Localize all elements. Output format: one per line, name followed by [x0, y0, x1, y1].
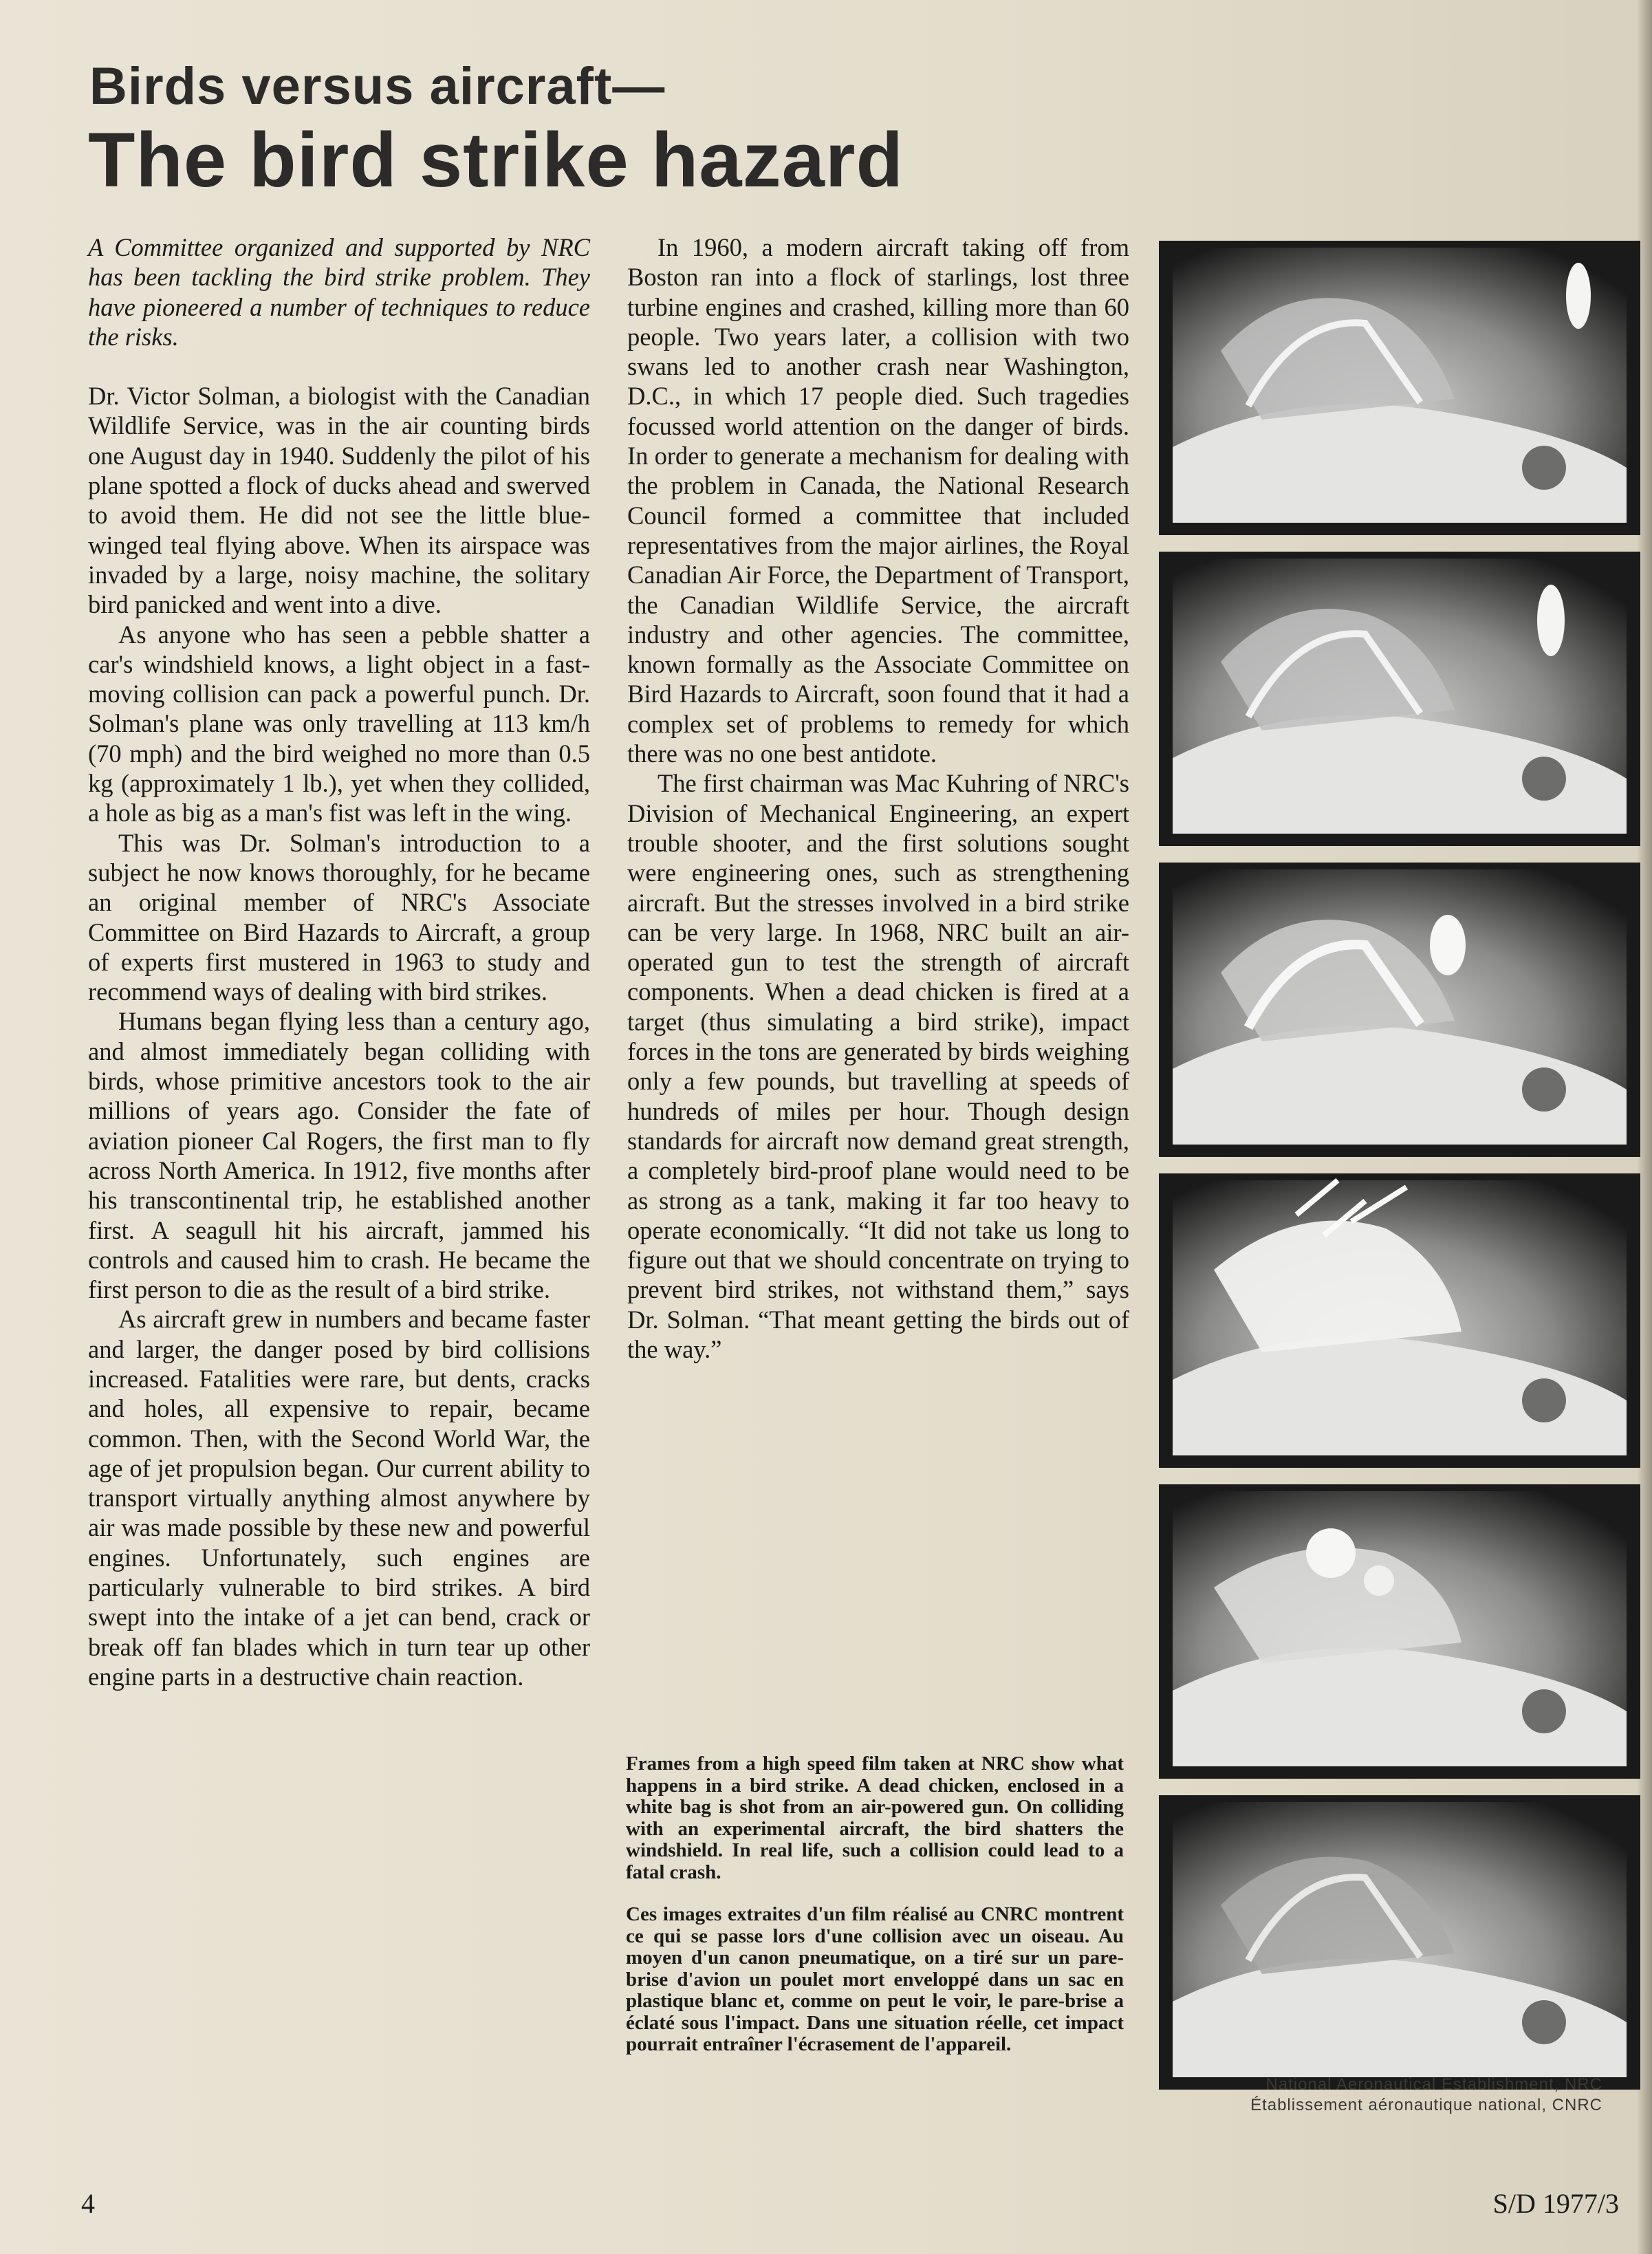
paragraph: Dr. Victor Solman, a biologist with the Canadian Wildlife Service, was in the air counting birds one August day in 1940. Suddenly the pilot of his plane spotted a flock of ducks ahead and swerved to avoid them. He did not see the little blue-winged teal flying above. When its airspace was invaded by a large, noisy machine, the solitary bird panicked and went into a dive.: [88, 382, 590, 619]
credit-english: National Aeronautical Establishment, NRC: [1265, 2075, 1602, 2094]
middle-column: [627, 232, 1129, 1364]
paragraph: Humans began flying less than a century ago, and almost immediately began colliding with birds, whose primitive ancestors took to the air millions of years ago. Consider the fate of aviation pioneer Cal Rogers, the first man to fly across North America. In 1912, five months after his transcontinental trip, he established another first. A seagull hit his aircraft, jammed his controls and caused him to crash. He became the first person to die as the result of a bird strike.: [88, 1007, 590, 1304]
photo-frame-3: [1159, 863, 1640, 1157]
issue-label: S/D 1977/3: [1492, 2188, 1619, 2219]
photo-frame-1: [1159, 241, 1640, 535]
photo-frame-6: [1159, 1795, 1640, 2090]
page-number: 4: [81, 2188, 95, 2219]
caption-french: Ces images extraites d'un film réalisé au CNRC montrent ce qui se passe lors d'une collision avec un oiseau. Au moyen d'un canon pneumatique, on a tiré sur un pare-brise d'avion un poulet mort enveloppé dans un sac en plastique blanc et, comme on peut le voir, le pare-brise a éclaté sous l'impact. Dans une situation réelle, cet impact pourrait entraîner l'écrasement de l'appareil.: [626, 1903, 1124, 2055]
left-column: [88, 232, 590, 1691]
photo-credit: [1162, 2074, 1602, 2116]
article-title: The bird strike hazard: [88, 117, 904, 203]
article-kicker: Birds versus aircraft—: [89, 57, 666, 116]
paragraph: In 1960, a modern aircraft taking off from Boston ran into a flock of starlings, lost three turbine engines and crashed, killing more than 60 people. Two years later, a collision with two swans led to another crash near Washington, D.C., in which 17 people died. Such tragedies focussed world attention on the danger of birds. In order to generate a mechanism for dealing with the problem in Canada, the National Research Council formed a committee that included representatives from the major airlines, the Royal Canadian Air Force, the Department of Transport, the Canadian Wildlife Service, the aircraft industry and other agencies. The committee, known formally as the Associate Committee on Bird Hazards to Aircraft, soon found that it had a complex set of problems to remedy for which there was no one best antidote.: [627, 233, 1129, 768]
photo-sequence: [1159, 241, 1640, 2093]
photo-frame-5: [1159, 1484, 1640, 1779]
photo-frame-2: [1159, 552, 1640, 846]
paragraph: The first chairman was Mac Kuhring of NRC's Division of Mechanical Engineering, an expert trouble shooter, and the first solutions sought were engineering ones, such as strengthening aircraft. But the stresses involved in a bird strike can be very large. In 1968, NRC built an air-operated gun to test the strength of aircraft components. When a dead chicken is fired at a target (thus simulating a bird strike), impact forces in the tons are generated by birds weighing only a few pounds, but travelling at speeds of hundreds of miles per hour. Though design standards for aircraft now demand great strength, a completely bird-proof plane would need to be as strong as a tank, making it far too heavy to operate economically. “It did not take us long to figure out that we should concentrate on trying to prevent bird strikes, not withstand them,” says Dr. Solman. “That meant getting the birds out of the way.”: [627, 769, 1129, 1363]
page-edge-shadow: [1637, 0, 1652, 2254]
paragraph: This was Dr. Solman's introduction to a subject he now knows thoroughly, for he became an original member of NRC's Associate Committee on Bird Hazards to Aircraft, a group of experts first mustered in 1963 to study and recommend ways of dealing with bird strikes.: [88, 828, 590, 1006]
photo-caption: [626, 1753, 1124, 2077]
article-intro: A Committee organized and supported by NRC has been tackling the bird strike problem. They have pioneered a number of techniques to reduce the risks.: [88, 233, 590, 351]
credit-french: Établissement aéronautique national, CNRC: [1250, 2096, 1602, 2114]
photo-frame-4: [1159, 1173, 1640, 1468]
caption-english: Frames from a high speed film taken at NRC show what happens in a bird strike. A dead chicken, enclosed in a white bag is shot from an air-powered gun. On colliding with an experimental aircraft, the bird shatters the windshield. In real life, such a collision could lead to a fatal crash.: [626, 1753, 1124, 1883]
paragraph: As anyone who has seen a pebble shatter a car's windshield knows, a light object in a fast-moving collision can pack a powerful punch. Dr. Solman's plane was only travelling at 113 km/h (70 mph) and the bird weighed no more than 0.5 kg (approximately 1 lb.), yet when they collided, a hole as big as a man's fist was left in the wing.: [88, 620, 590, 827]
paragraph: As aircraft grew in numbers and became faster and larger, the danger posed by bird collisions increased. Fatalities were rare, but dents, cracks and holes, all expensive to repair, became common. Then, with the Second World War, the age of jet propulsion began. Our current ability to transport virtually anything almost anywhere by air was made possible by these new and powerful engines. Unfortunately, such engines are particularly vulnerable to bird strikes. A bird swept into the intake of a jet can bend, crack or break off fan blades which in turn tear up other engine parts in a destructive chain reaction.: [88, 1305, 590, 1691]
